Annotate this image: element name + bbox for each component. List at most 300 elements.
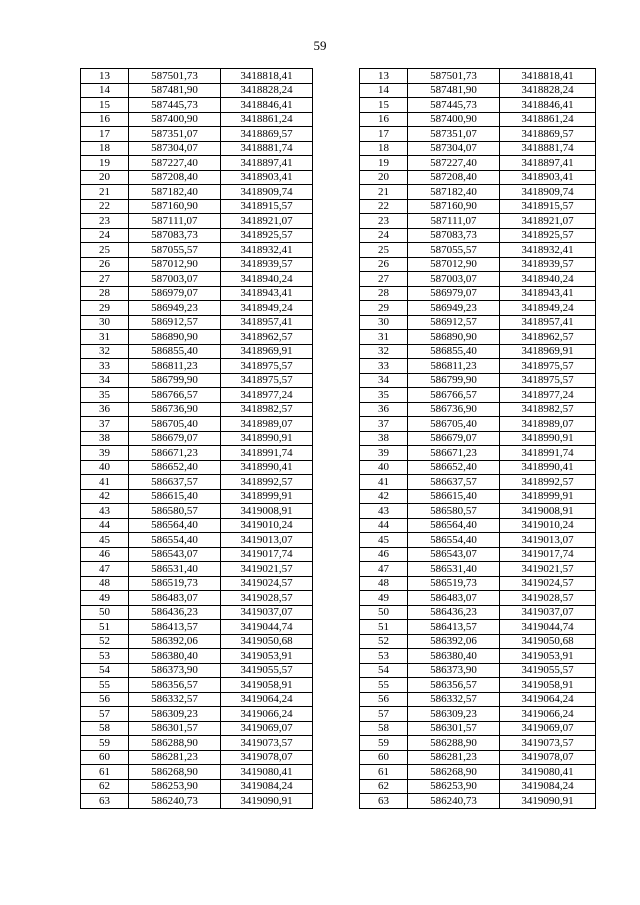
table-row bbox=[81, 272, 596, 287]
right-y-coordinate-cell: 3419008,91 bbox=[500, 504, 596, 519]
column-gap bbox=[313, 315, 360, 330]
left-y-coordinate-cell: 3419084,24 bbox=[221, 779, 313, 794]
column-gap bbox=[313, 649, 360, 664]
left-x-coordinate-cell: 586543,07 bbox=[129, 547, 221, 562]
left-y-coordinate-cell: 3419069,07 bbox=[221, 721, 313, 736]
right-y-coordinate-cell: 3419073,57 bbox=[500, 736, 596, 751]
right-y-coordinate-cell: 3418969,91 bbox=[500, 344, 596, 359]
left-point-number-cell: 62 bbox=[81, 779, 129, 794]
left-x-coordinate-cell: 586799,90 bbox=[129, 373, 221, 388]
table-row bbox=[81, 214, 596, 229]
left-y-coordinate-cell: 3418962,57 bbox=[221, 330, 313, 345]
left-point-number-cell: 47 bbox=[81, 562, 129, 577]
left-x-coordinate-cell: 586253,90 bbox=[129, 779, 221, 794]
table-row bbox=[81, 692, 596, 707]
left-y-coordinate-cell: 3419073,57 bbox=[221, 736, 313, 751]
left-x-coordinate-cell: 586890,90 bbox=[129, 330, 221, 345]
right-y-coordinate-cell: 3419037,07 bbox=[500, 605, 596, 620]
table-row bbox=[81, 359, 596, 374]
left-x-coordinate-cell: 586392,06 bbox=[129, 634, 221, 649]
left-x-coordinate-cell: 586380,40 bbox=[129, 649, 221, 664]
left-x-coordinate-cell: 587083,73 bbox=[129, 228, 221, 243]
left-x-coordinate-cell: 586373,90 bbox=[129, 663, 221, 678]
table-row bbox=[81, 721, 596, 736]
right-point-number-cell: 13 bbox=[360, 69, 408, 84]
right-x-coordinate-cell: 586413,57 bbox=[408, 620, 500, 635]
left-y-coordinate-cell: 3418943,41 bbox=[221, 286, 313, 301]
left-point-number-cell: 37 bbox=[81, 417, 129, 432]
right-y-coordinate-cell: 3418949,24 bbox=[500, 301, 596, 316]
left-y-coordinate-cell: 3418925,57 bbox=[221, 228, 313, 243]
left-y-coordinate-cell: 3418957,41 bbox=[221, 315, 313, 330]
page-number: 59 bbox=[313, 38, 327, 53]
left-x-coordinate-cell: 586436,23 bbox=[129, 605, 221, 620]
right-y-coordinate-cell: 3418909,74 bbox=[500, 185, 596, 200]
left-y-coordinate-cell: 3418949,24 bbox=[221, 301, 313, 316]
right-point-number-cell: 61 bbox=[360, 765, 408, 780]
left-point-number-cell: 30 bbox=[81, 315, 129, 330]
column-gap bbox=[313, 170, 360, 185]
left-point-number-cell: 60 bbox=[81, 750, 129, 765]
right-x-coordinate-cell: 586436,23 bbox=[408, 605, 500, 620]
table-row bbox=[81, 185, 596, 200]
table-row bbox=[81, 170, 596, 185]
left-x-coordinate-cell: 587012,90 bbox=[129, 257, 221, 272]
left-point-number-cell: 54 bbox=[81, 663, 129, 678]
right-y-coordinate-cell: 3418991,74 bbox=[500, 446, 596, 461]
column-gap bbox=[313, 373, 360, 388]
column-gap bbox=[313, 286, 360, 301]
left-point-number-cell: 38 bbox=[81, 431, 129, 446]
right-y-coordinate-cell: 3418828,24 bbox=[500, 83, 596, 98]
column-gap bbox=[313, 620, 360, 635]
left-point-number-cell: 61 bbox=[81, 765, 129, 780]
right-y-coordinate-cell: 3418932,41 bbox=[500, 243, 596, 258]
right-y-coordinate-cell: 3419010,24 bbox=[500, 518, 596, 533]
left-x-coordinate-cell: 587351,07 bbox=[129, 127, 221, 142]
left-y-coordinate-cell: 3418861,24 bbox=[221, 112, 313, 127]
right-y-coordinate-cell: 3418957,41 bbox=[500, 315, 596, 330]
right-x-coordinate-cell: 586679,07 bbox=[408, 431, 500, 446]
left-y-coordinate-cell: 3418903,41 bbox=[221, 170, 313, 185]
table-row bbox=[81, 460, 596, 475]
table-row bbox=[81, 330, 596, 345]
table-row bbox=[81, 562, 596, 577]
left-x-coordinate-cell: 586637,57 bbox=[129, 475, 221, 490]
left-point-number-cell: 16 bbox=[81, 112, 129, 127]
left-x-coordinate-cell: 587400,90 bbox=[129, 112, 221, 127]
right-point-number-cell: 47 bbox=[360, 562, 408, 577]
column-gap bbox=[313, 344, 360, 359]
left-x-coordinate-cell: 586332,57 bbox=[129, 692, 221, 707]
column-gap bbox=[313, 489, 360, 504]
table-row bbox=[81, 518, 596, 533]
left-x-coordinate-cell: 587208,40 bbox=[129, 170, 221, 185]
left-x-coordinate-cell: 586949,23 bbox=[129, 301, 221, 316]
right-x-coordinate-cell: 586912,57 bbox=[408, 315, 500, 330]
right-y-coordinate-cell: 3419064,24 bbox=[500, 692, 596, 707]
left-point-number-cell: 44 bbox=[81, 518, 129, 533]
right-y-coordinate-cell: 3418903,41 bbox=[500, 170, 596, 185]
left-point-number-cell: 13 bbox=[81, 69, 129, 84]
left-y-coordinate-cell: 3418977,24 bbox=[221, 388, 313, 403]
left-x-coordinate-cell: 586705,40 bbox=[129, 417, 221, 432]
left-y-coordinate-cell: 3419055,57 bbox=[221, 663, 313, 678]
column-gap bbox=[313, 127, 360, 142]
left-y-coordinate-cell: 3418939,57 bbox=[221, 257, 313, 272]
right-y-coordinate-cell: 3418962,57 bbox=[500, 330, 596, 345]
left-x-coordinate-cell: 586288,90 bbox=[129, 736, 221, 751]
left-y-coordinate-cell: 3419080,41 bbox=[221, 765, 313, 780]
left-point-number-cell: 42 bbox=[81, 489, 129, 504]
left-x-coordinate-cell: 586564,40 bbox=[129, 518, 221, 533]
left-point-number-cell: 31 bbox=[81, 330, 129, 345]
right-x-coordinate-cell: 586890,90 bbox=[408, 330, 500, 345]
left-x-coordinate-cell: 586356,57 bbox=[129, 678, 221, 693]
right-y-coordinate-cell: 3418861,24 bbox=[500, 112, 596, 127]
column-gap bbox=[313, 185, 360, 200]
right-y-coordinate-cell: 3419090,91 bbox=[500, 794, 596, 809]
right-x-coordinate-cell: 586301,57 bbox=[408, 721, 500, 736]
table-row bbox=[81, 765, 596, 780]
right-x-coordinate-cell: 586332,57 bbox=[408, 692, 500, 707]
column-gap bbox=[313, 417, 360, 432]
left-y-coordinate-cell: 3418846,41 bbox=[221, 98, 313, 113]
right-x-coordinate-cell: 586268,90 bbox=[408, 765, 500, 780]
right-point-number-cell: 16 bbox=[360, 112, 408, 127]
right-y-coordinate-cell: 3419028,57 bbox=[500, 591, 596, 606]
left-point-number-cell: 57 bbox=[81, 707, 129, 722]
left-x-coordinate-cell: 586309,23 bbox=[129, 707, 221, 722]
right-y-coordinate-cell: 3418992,57 bbox=[500, 475, 596, 490]
right-y-coordinate-cell: 3418943,41 bbox=[500, 286, 596, 301]
table-row bbox=[81, 127, 596, 142]
left-x-coordinate-cell: 586413,57 bbox=[129, 620, 221, 635]
left-y-coordinate-cell: 3418990,91 bbox=[221, 431, 313, 446]
left-point-number-cell: 63 bbox=[81, 794, 129, 809]
column-gap bbox=[313, 257, 360, 272]
column-gap bbox=[313, 388, 360, 403]
left-point-number-cell: 33 bbox=[81, 359, 129, 374]
right-y-coordinate-cell: 3419058,91 bbox=[500, 678, 596, 693]
left-x-coordinate-cell: 586301,57 bbox=[129, 721, 221, 736]
left-point-number-cell: 59 bbox=[81, 736, 129, 751]
right-x-coordinate-cell: 586554,40 bbox=[408, 533, 500, 548]
left-y-coordinate-cell: 3419078,07 bbox=[221, 750, 313, 765]
column-gap bbox=[313, 533, 360, 548]
right-x-coordinate-cell: 586637,57 bbox=[408, 475, 500, 490]
left-x-coordinate-cell: 587304,07 bbox=[129, 141, 221, 156]
right-y-coordinate-cell: 3418925,57 bbox=[500, 228, 596, 243]
left-point-number-cell: 27 bbox=[81, 272, 129, 287]
left-x-coordinate-cell: 586766,57 bbox=[129, 388, 221, 403]
column-gap bbox=[313, 562, 360, 577]
left-point-number-cell: 36 bbox=[81, 402, 129, 417]
right-y-coordinate-cell: 3419084,24 bbox=[500, 779, 596, 794]
column-gap bbox=[313, 707, 360, 722]
right-y-coordinate-cell: 3419053,91 bbox=[500, 649, 596, 664]
column-gap bbox=[313, 576, 360, 591]
column-gap bbox=[313, 547, 360, 562]
left-y-coordinate-cell: 3418991,74 bbox=[221, 446, 313, 461]
left-y-coordinate-cell: 3418869,57 bbox=[221, 127, 313, 142]
table-row bbox=[81, 736, 596, 751]
right-point-number-cell: 56 bbox=[360, 692, 408, 707]
left-point-number-cell: 53 bbox=[81, 649, 129, 664]
right-point-number-cell: 55 bbox=[360, 678, 408, 693]
left-y-coordinate-cell: 3418897,41 bbox=[221, 156, 313, 171]
column-gap bbox=[313, 83, 360, 98]
right-point-number-cell: 41 bbox=[360, 475, 408, 490]
right-x-coordinate-cell: 586281,23 bbox=[408, 750, 500, 765]
right-y-coordinate-cell: 3418915,57 bbox=[500, 199, 596, 214]
right-y-coordinate-cell: 3419013,07 bbox=[500, 533, 596, 548]
right-x-coordinate-cell: 586309,23 bbox=[408, 707, 500, 722]
table-row bbox=[81, 199, 596, 214]
right-x-coordinate-cell: 587400,90 bbox=[408, 112, 500, 127]
column-gap bbox=[313, 765, 360, 780]
column-gap bbox=[313, 518, 360, 533]
right-point-number-cell: 15 bbox=[360, 98, 408, 113]
left-y-coordinate-cell: 3419013,07 bbox=[221, 533, 313, 548]
column-gap bbox=[313, 692, 360, 707]
column-gap bbox=[313, 156, 360, 171]
right-point-number-cell: 59 bbox=[360, 736, 408, 751]
left-point-number-cell: 19 bbox=[81, 156, 129, 171]
left-x-coordinate-cell: 586268,90 bbox=[129, 765, 221, 780]
left-y-coordinate-cell: 3419021,57 bbox=[221, 562, 313, 577]
right-point-number-cell: 46 bbox=[360, 547, 408, 562]
left-point-number-cell: 14 bbox=[81, 83, 129, 98]
column-gap bbox=[313, 591, 360, 606]
left-y-coordinate-cell: 3419028,57 bbox=[221, 591, 313, 606]
left-point-number-cell: 48 bbox=[81, 576, 129, 591]
right-x-coordinate-cell: 586240,73 bbox=[408, 794, 500, 809]
left-y-coordinate-cell: 3419050,68 bbox=[221, 634, 313, 649]
left-point-number-cell: 24 bbox=[81, 228, 129, 243]
table-row bbox=[81, 547, 596, 562]
right-point-number-cell: 44 bbox=[360, 518, 408, 533]
right-point-number-cell: 49 bbox=[360, 591, 408, 606]
right-point-number-cell: 36 bbox=[360, 402, 408, 417]
right-x-coordinate-cell: 586580,57 bbox=[408, 504, 500, 519]
right-x-coordinate-cell: 586855,40 bbox=[408, 344, 500, 359]
right-point-number-cell: 60 bbox=[360, 750, 408, 765]
table-row bbox=[81, 243, 596, 258]
left-point-number-cell: 50 bbox=[81, 605, 129, 620]
left-x-coordinate-cell: 587445,73 bbox=[129, 98, 221, 113]
column-gap bbox=[313, 112, 360, 127]
table-row bbox=[81, 620, 596, 635]
column-gap bbox=[313, 431, 360, 446]
right-y-coordinate-cell: 3418990,41 bbox=[500, 460, 596, 475]
left-point-number-cell: 51 bbox=[81, 620, 129, 635]
column-gap bbox=[313, 678, 360, 693]
right-y-coordinate-cell: 3419066,24 bbox=[500, 707, 596, 722]
right-point-number-cell: 42 bbox=[360, 489, 408, 504]
left-x-coordinate-cell: 587501,73 bbox=[129, 69, 221, 84]
right-x-coordinate-cell: 586543,07 bbox=[408, 547, 500, 562]
right-x-coordinate-cell: 586253,90 bbox=[408, 779, 500, 794]
column-gap bbox=[313, 721, 360, 736]
right-x-coordinate-cell: 586356,57 bbox=[408, 678, 500, 693]
table-row bbox=[81, 112, 596, 127]
right-x-coordinate-cell: 587003,07 bbox=[408, 272, 500, 287]
right-x-coordinate-cell: 587055,57 bbox=[408, 243, 500, 258]
left-x-coordinate-cell: 586531,40 bbox=[129, 562, 221, 577]
left-y-coordinate-cell: 3418909,74 bbox=[221, 185, 313, 200]
left-x-coordinate-cell: 586652,40 bbox=[129, 460, 221, 475]
right-x-coordinate-cell: 586766,57 bbox=[408, 388, 500, 403]
left-x-coordinate-cell: 586281,23 bbox=[129, 750, 221, 765]
table-row bbox=[81, 504, 596, 519]
right-y-coordinate-cell: 3418989,07 bbox=[500, 417, 596, 432]
left-y-coordinate-cell: 3419008,91 bbox=[221, 504, 313, 519]
left-x-coordinate-cell: 586811,23 bbox=[129, 359, 221, 374]
right-point-number-cell: 18 bbox=[360, 141, 408, 156]
right-y-coordinate-cell: 3418990,91 bbox=[500, 431, 596, 446]
column-gap bbox=[313, 272, 360, 287]
table-row bbox=[81, 83, 596, 98]
right-point-number-cell: 63 bbox=[360, 794, 408, 809]
right-x-coordinate-cell: 586564,40 bbox=[408, 518, 500, 533]
left-point-number-cell: 17 bbox=[81, 127, 129, 142]
right-x-coordinate-cell: 587012,90 bbox=[408, 257, 500, 272]
right-x-coordinate-cell: 586288,90 bbox=[408, 736, 500, 751]
column-gap bbox=[313, 402, 360, 417]
column-gap bbox=[313, 634, 360, 649]
right-point-number-cell: 39 bbox=[360, 446, 408, 461]
right-y-coordinate-cell: 3418897,41 bbox=[500, 156, 596, 171]
right-y-coordinate-cell: 3419050,68 bbox=[500, 634, 596, 649]
right-x-coordinate-cell: 586705,40 bbox=[408, 417, 500, 432]
column-gap bbox=[313, 69, 360, 84]
table-row bbox=[81, 591, 596, 606]
left-point-number-cell: 26 bbox=[81, 257, 129, 272]
left-y-coordinate-cell: 3419010,24 bbox=[221, 518, 313, 533]
right-x-coordinate-cell: 586519,73 bbox=[408, 576, 500, 591]
left-y-coordinate-cell: 3418975,57 bbox=[221, 359, 313, 374]
left-y-coordinate-cell: 3418982,57 bbox=[221, 402, 313, 417]
left-point-number-cell: 55 bbox=[81, 678, 129, 693]
column-gap bbox=[313, 794, 360, 809]
right-y-coordinate-cell: 3419021,57 bbox=[500, 562, 596, 577]
left-x-coordinate-cell: 587055,57 bbox=[129, 243, 221, 258]
right-y-coordinate-cell: 3418977,24 bbox=[500, 388, 596, 403]
coordinates-table bbox=[80, 68, 596, 809]
right-point-number-cell: 58 bbox=[360, 721, 408, 736]
right-point-number-cell: 31 bbox=[360, 330, 408, 345]
left-point-number-cell: 52 bbox=[81, 634, 129, 649]
column-gap bbox=[313, 228, 360, 243]
right-point-number-cell: 32 bbox=[360, 344, 408, 359]
left-y-coordinate-cell: 3419037,07 bbox=[221, 605, 313, 620]
right-x-coordinate-cell: 587083,73 bbox=[408, 228, 500, 243]
left-y-coordinate-cell: 3418881,74 bbox=[221, 141, 313, 156]
left-x-coordinate-cell: 586736,90 bbox=[129, 402, 221, 417]
right-x-coordinate-cell: 586799,90 bbox=[408, 373, 500, 388]
table-row bbox=[81, 315, 596, 330]
right-y-coordinate-cell: 3418940,24 bbox=[500, 272, 596, 287]
left-y-coordinate-cell: 3419024,57 bbox=[221, 576, 313, 591]
table-row bbox=[81, 750, 596, 765]
right-point-number-cell: 17 bbox=[360, 127, 408, 142]
right-point-number-cell: 26 bbox=[360, 257, 408, 272]
right-y-coordinate-cell: 3418921,07 bbox=[500, 214, 596, 229]
table-row bbox=[81, 475, 596, 490]
right-x-coordinate-cell: 587304,07 bbox=[408, 141, 500, 156]
right-point-number-cell: 20 bbox=[360, 170, 408, 185]
column-gap bbox=[313, 605, 360, 620]
column-gap bbox=[313, 475, 360, 490]
table-row bbox=[81, 344, 596, 359]
left-point-number-cell: 58 bbox=[81, 721, 129, 736]
left-point-number-cell: 40 bbox=[81, 460, 129, 475]
left-point-number-cell: 43 bbox=[81, 504, 129, 519]
left-x-coordinate-cell: 586912,57 bbox=[129, 315, 221, 330]
table-row bbox=[81, 402, 596, 417]
left-y-coordinate-cell: 3419064,24 bbox=[221, 692, 313, 707]
right-y-coordinate-cell: 3418846,41 bbox=[500, 98, 596, 113]
right-x-coordinate-cell: 587208,40 bbox=[408, 170, 500, 185]
right-point-number-cell: 23 bbox=[360, 214, 408, 229]
left-point-number-cell: 41 bbox=[81, 475, 129, 490]
left-point-number-cell: 23 bbox=[81, 214, 129, 229]
left-point-number-cell: 35 bbox=[81, 388, 129, 403]
left-point-number-cell: 20 bbox=[81, 170, 129, 185]
right-point-number-cell: 19 bbox=[360, 156, 408, 171]
right-y-coordinate-cell: 3418881,74 bbox=[500, 141, 596, 156]
table-row bbox=[81, 794, 596, 809]
left-y-coordinate-cell: 3418999,91 bbox=[221, 489, 313, 504]
left-y-coordinate-cell: 3418932,41 bbox=[221, 243, 313, 258]
left-y-coordinate-cell: 3418989,07 bbox=[221, 417, 313, 432]
right-point-number-cell: 34 bbox=[360, 373, 408, 388]
left-x-coordinate-cell: 586679,07 bbox=[129, 431, 221, 446]
right-x-coordinate-cell: 586652,40 bbox=[408, 460, 500, 475]
table-row bbox=[81, 634, 596, 649]
right-y-coordinate-cell: 3418975,57 bbox=[500, 373, 596, 388]
coordinates-table-body bbox=[81, 69, 596, 809]
right-y-coordinate-cell: 3418975,57 bbox=[500, 359, 596, 374]
table-row bbox=[81, 141, 596, 156]
left-x-coordinate-cell: 587182,40 bbox=[129, 185, 221, 200]
left-x-coordinate-cell: 586240,73 bbox=[129, 794, 221, 809]
left-y-coordinate-cell: 3418818,41 bbox=[221, 69, 313, 84]
right-x-coordinate-cell: 586615,40 bbox=[408, 489, 500, 504]
column-gap bbox=[313, 663, 360, 678]
left-x-coordinate-cell: 587160,90 bbox=[129, 199, 221, 214]
left-point-number-cell: 56 bbox=[81, 692, 129, 707]
left-y-coordinate-cell: 3419066,24 bbox=[221, 707, 313, 722]
left-point-number-cell: 45 bbox=[81, 533, 129, 548]
right-y-coordinate-cell: 3418999,91 bbox=[500, 489, 596, 504]
right-x-coordinate-cell: 587351,07 bbox=[408, 127, 500, 142]
column-gap bbox=[313, 98, 360, 113]
right-point-number-cell: 29 bbox=[360, 301, 408, 316]
right-y-coordinate-cell: 3419055,57 bbox=[500, 663, 596, 678]
right-point-number-cell: 25 bbox=[360, 243, 408, 258]
left-point-number-cell: 49 bbox=[81, 591, 129, 606]
column-gap bbox=[313, 330, 360, 345]
left-x-coordinate-cell: 586615,40 bbox=[129, 489, 221, 504]
left-y-coordinate-cell: 3418921,07 bbox=[221, 214, 313, 229]
right-point-number-cell: 51 bbox=[360, 620, 408, 635]
table-row bbox=[81, 678, 596, 693]
right-x-coordinate-cell: 587111,07 bbox=[408, 214, 500, 229]
column-gap bbox=[313, 243, 360, 258]
right-point-number-cell: 21 bbox=[360, 185, 408, 200]
